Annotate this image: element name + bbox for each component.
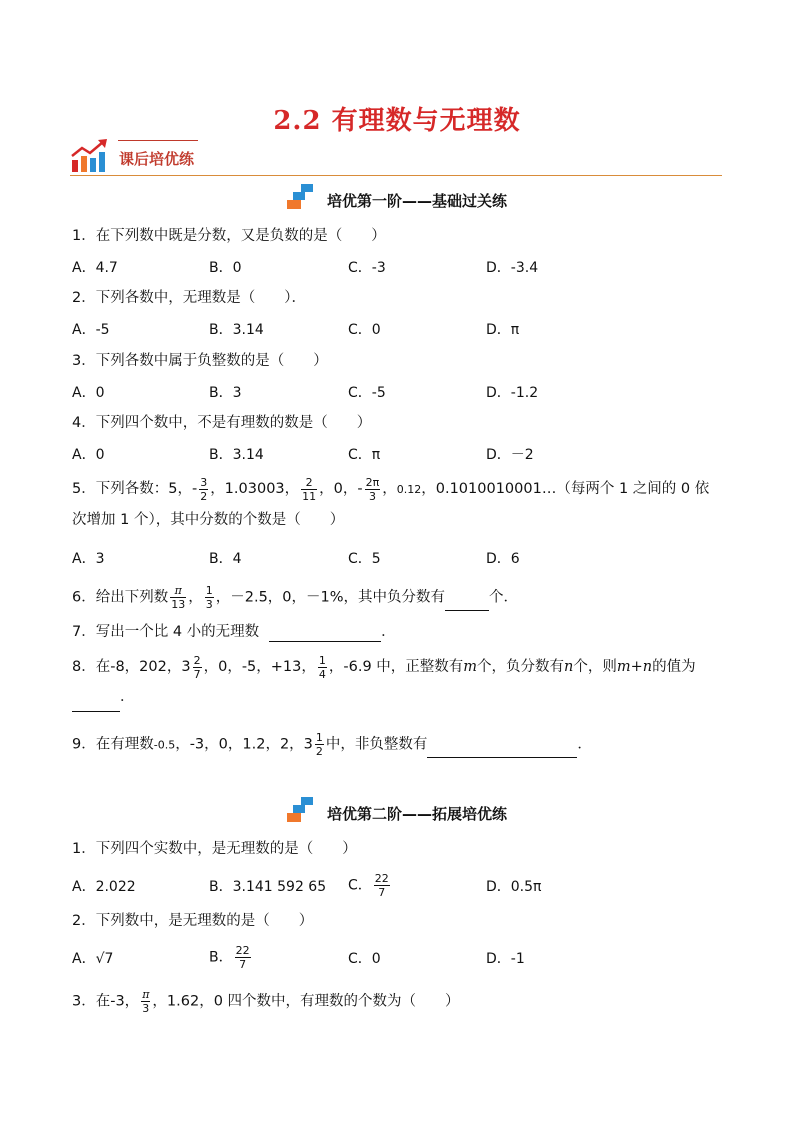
fraction (170, 584, 186, 611)
section-header (70, 136, 722, 178)
numerator: 2 (193, 653, 201, 667)
text: 6．给出下列数 (72, 589, 169, 606)
s1-question-6 (72, 584, 518, 611)
text: ，1.03003， (210, 481, 300, 497)
option-a: A．4.7 (72, 260, 118, 276)
option-b: B．0 (209, 260, 242, 276)
answer-blank[interactable] (427, 743, 577, 758)
option-d: D．-3.4 (486, 260, 539, 276)
text: ，0.1010010001…（每两个 1 之间的 0 依次增加 1 个），其中分数的个数是（ ） (72, 481, 710, 528)
option-a: A．0 (72, 385, 105, 401)
text: 5．下列各数：5，- (72, 481, 198, 497)
stage-2-title: 培优第二阶——拓展培优练 (326, 805, 507, 823)
s1-q3-options (72, 382, 722, 402)
option-b: B．4 (209, 551, 242, 567)
s1-question-9 (72, 731, 592, 758)
numerator: π (142, 988, 150, 1001)
s1-question-3: 3．下列各数中属于负整数的是（ ） (72, 353, 328, 369)
option-d: D．-1.2 (486, 385, 539, 401)
denominator: 11 (302, 489, 317, 503)
value: -0.5 (153, 738, 176, 752)
option-d: D．6 (486, 551, 520, 567)
stairs-icon (287, 184, 321, 210)
option-c: C．5 (348, 551, 381, 567)
option-b: B．3 (209, 385, 242, 401)
option-c (348, 872, 392, 899)
fraction (235, 944, 251, 971)
text: ． (381, 624, 396, 640)
s1-question-5 (72, 474, 722, 535)
text: 9．在有理数 (72, 736, 154, 753)
s1-q5-options (72, 548, 722, 568)
repeating-decimal: 0.12 (396, 483, 422, 496)
text: 7．写出一个比 4 小的无理数 (72, 624, 260, 640)
option-d: D．-1 (486, 951, 525, 967)
text: 个． (489, 589, 519, 606)
numerator: 22 (235, 944, 250, 957)
growth-chart-icon (70, 138, 110, 174)
stairs-icon (287, 797, 321, 823)
denominator: 7 (378, 886, 386, 899)
numerator: 1 (318, 653, 326, 667)
option-d: D．π (486, 322, 520, 338)
numerator: 1 (315, 731, 323, 744)
numerator: 2π (365, 475, 380, 489)
s1-q2-options (72, 319, 722, 339)
option-c: C．-3 (348, 260, 386, 276)
stage-2-heading (0, 797, 794, 824)
fraction (315, 731, 324, 758)
text: 8．在-8，202，3 (72, 659, 191, 675)
text: ，-6.9 中，正整数有 (328, 659, 464, 675)
option-letter: C． (348, 877, 372, 894)
s1-question-7 (72, 622, 396, 642)
text: 的值为 (652, 659, 696, 675)
text: ． (577, 736, 592, 753)
option-c: C．π (348, 447, 381, 463)
stage-1-heading (0, 184, 794, 211)
denominator: 3 (368, 489, 376, 503)
numerator: 1 (205, 584, 213, 597)
header-divider (70, 175, 722, 176)
text: ， (188, 589, 203, 606)
s2-q2-options (72, 944, 722, 970)
option-c: C．0 (348, 951, 381, 967)
fraction (205, 584, 214, 611)
fraction (365, 476, 381, 503)
denominator: 13 (171, 598, 186, 611)
option-letter: B． (209, 949, 233, 966)
denominator: 2 (200, 489, 208, 503)
option-b: B．3.14 (209, 447, 264, 463)
stage-1-title: 培优第一阶——基础过关练 (326, 192, 507, 210)
denominator: 7 (193, 667, 201, 681)
answer-blank[interactable] (72, 697, 120, 712)
section-label: 课后培优练 (119, 150, 195, 168)
s2-q1-options (72, 872, 722, 898)
text: 中，非负整数有 (325, 736, 428, 753)
option-d: D．－2 (486, 447, 534, 463)
answer-blank[interactable] (269, 627, 381, 642)
text: ， (382, 481, 397, 497)
option-a: A．-5 (72, 322, 110, 338)
text: ，－2.5，0，－1%，其中负分数有 (215, 589, 446, 606)
fraction (199, 476, 208, 503)
option-b: B．3.14 (209, 322, 264, 338)
denominator: 7 (239, 958, 247, 971)
s1-question-1: 1．在下列数中既是分数，又是负数的是（ ） (72, 228, 386, 244)
s1-question-4: 4．下列四个数中，不是有理数的数是（ ） (72, 415, 372, 431)
answer-blank[interactable] (445, 596, 489, 611)
fraction (193, 654, 202, 681)
s1-q1-options (72, 257, 722, 277)
denominator: 3 (205, 598, 213, 611)
option-b: B．3.141 592 65 (209, 879, 327, 895)
s2-question-2: 2．下列数中，是无理数的是（ ） (72, 913, 314, 929)
header-top-line (118, 140, 198, 141)
square-root: √7 (95, 951, 114, 967)
fraction (318, 654, 327, 681)
denominator: 2 (315, 745, 323, 758)
s1-question-2: 2．下列各数中，无理数是（ ）． (72, 290, 306, 306)
numerator: 22 (374, 872, 389, 885)
option-letter: A． (72, 951, 96, 967)
text: ，-3，0，1.2，2，3 (175, 736, 313, 753)
text: 个，负分数有 (477, 659, 565, 675)
option-b (209, 944, 253, 971)
fraction (141, 988, 150, 1015)
s1-question-8 (72, 652, 722, 712)
s2-question-1: 1．下列四个实数中，是无理数的是（ ） (72, 841, 357, 857)
fraction (301, 476, 317, 503)
expression-m-plus-n: m+n (616, 659, 653, 675)
option-d: D．0.5π (486, 879, 542, 895)
denominator: 3 (142, 1002, 150, 1015)
numerator: 2 (301, 476, 317, 490)
option-c: C．-5 (348, 385, 386, 401)
option-a: A．3 (72, 551, 105, 567)
option-a: A．0 (72, 447, 105, 463)
text: 个，则 (573, 659, 617, 675)
text: 3．在-3， (72, 993, 140, 1010)
fraction (374, 872, 390, 899)
option-a (72, 948, 113, 968)
text: ，0，-5，+13， (203, 659, 316, 675)
text: ． (120, 689, 135, 705)
page-title: 2.2 有理数与无理数 (273, 106, 521, 136)
text: ，0，- (319, 481, 363, 497)
variable-n: n (564, 659, 574, 675)
s2-question-3 (72, 988, 460, 1015)
s1-q4-options (72, 444, 722, 464)
numerator: π (170, 584, 186, 598)
option-c: C．0 (348, 322, 381, 338)
numerator: 3 (200, 475, 208, 489)
text: ，1.62，0 四个数中，有理数的个数为（ ） (152, 993, 460, 1010)
option-a: A．2.022 (72, 879, 136, 895)
variable-m: m (463, 659, 478, 675)
denominator: 4 (318, 667, 326, 681)
